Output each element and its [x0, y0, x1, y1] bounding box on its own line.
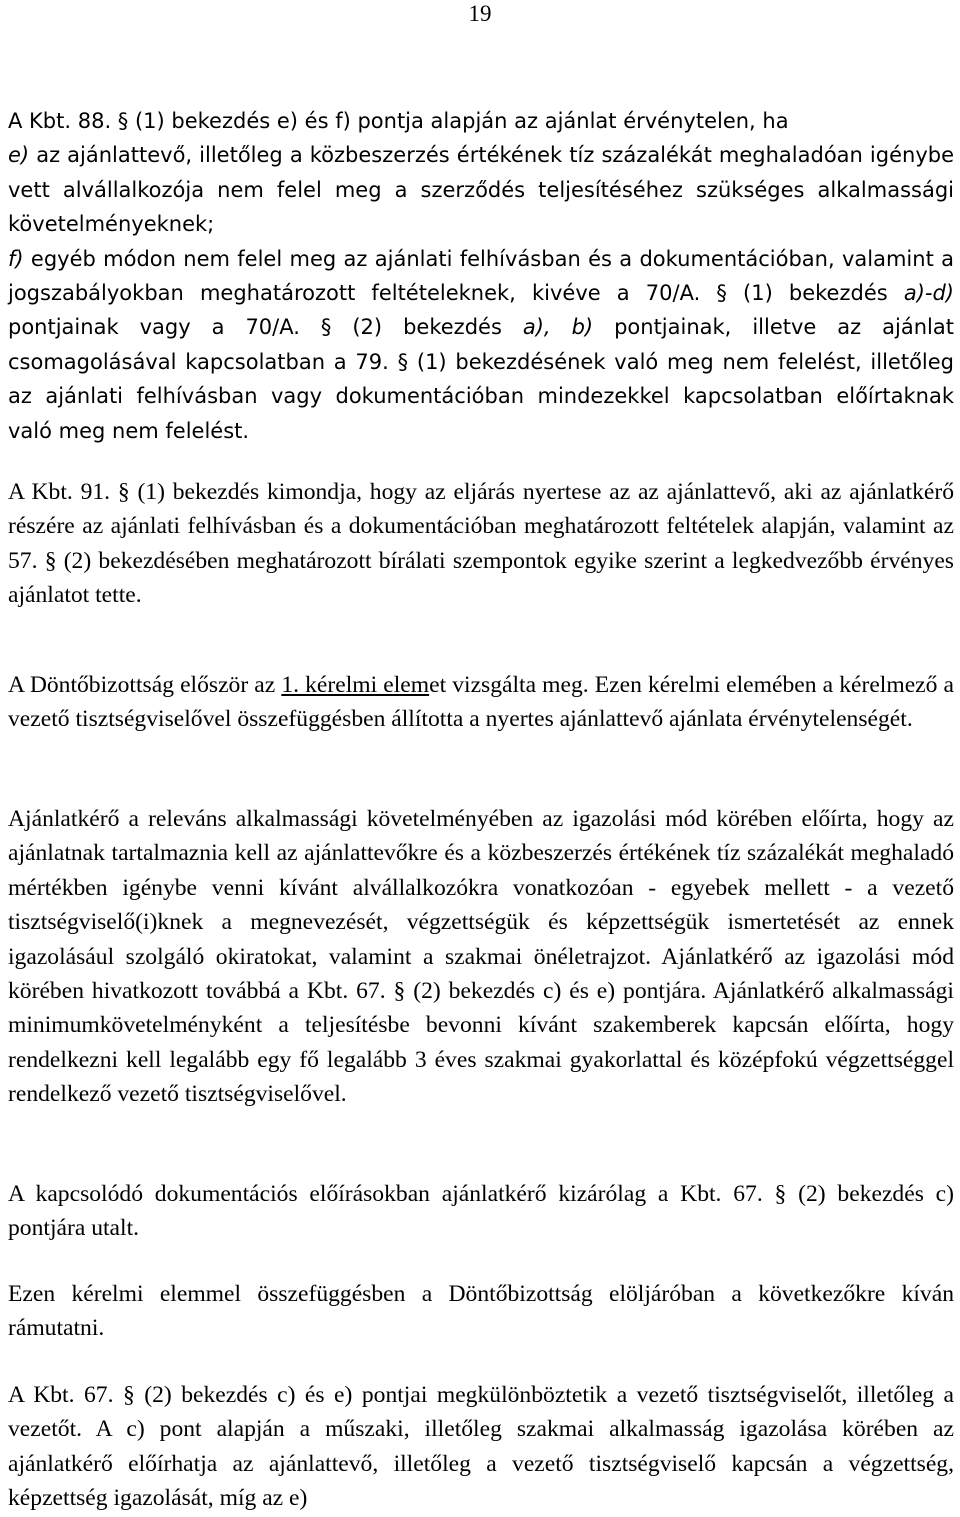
paragraph-kbt-91: A Kbt. 91. § (1) bekezdés kimondja, hogy az eljárás nyertese az az ajánlattevő, aki az ajánlatkérő részére az ajánlati felhívásban és a dokumentációban meghatározott feltételek alapján, valamint az 57. § (2) bekezdésében meghatározott bírálati szempontok egyike szerint a legkedvezőbb érvényes ajánlatot tette.	[8, 479, 954, 609]
item-label-e: e)	[8, 143, 30, 168]
paragraph-text: A Döntőbizottság először az	[8, 672, 282, 698]
italic-ref: a), b)	[522, 315, 594, 340]
paragraph-kbt-67: A Kbt. 67. § (2) bekezdés c) és e) pontjai megkülönböztetik a vezető tisztségviselőt, illetőleg a vezetőt. A c) pont alapján a műszaki, illetőleg szakmai alkalmasság igazolása körében az ajánlatkérő előírhatja az ajánlattevő, illetőleg a vezető tisztségviselő kapcsán a végzettség, képzettség igazolását, míg az e)	[8, 1382, 954, 1512]
item-text-f: egyéb módon nem felel meg az ajánlati felhívásban és a dokumentációban, valamint a jogszabályokban meghatározott feltételeknek, kivéve a 70/A. § (1) bekezdés	[8, 246, 954, 306]
item-text-e: az ajánlattevő, illetőleg a közbeszerzés értékének tíz százalékát meghaladóan igénybe vett alvállalkozója nem felel meg a szerződés teljesítéséhez szükséges alkalmassági követelményeknek;	[8, 143, 954, 237]
paragraph-text: A Kbt. 88. § (1) bekezdés e) és f) pontja alapján az ajánlat érvénytelen, ha	[8, 109, 789, 133]
italic-ref: a)-d)	[903, 281, 954, 306]
underlined-request-element: 1. kérelmi elem	[281, 672, 430, 698]
page-number: 19	[468, 1, 492, 26]
item-text-f: pontjainak, illetve az ajánlat csomagolásával kapcsolatban a 79. § (1) bekezdésének való meg nem felelést, illetőleg az ajánlati felhívásban vagy dokumentációban mindezekkel kapcsolatban előírtaknak való meg nem felelést.	[8, 315, 954, 443]
paragraph-requirements: Ajánlatkérő a releváns alkalmassági követelményében az igazolási mód körében előírta, hogy az ajánlatnak tartalmaznia kell az ajánlattevőkre és a közbeszerzés értékének tíz százalékát meghaladó mértékben igénybe venni kívánt alvállalkozókra vonatkozóan - egyebek mellett - a vezető tisztségviselő(i)knek a megnevezését, végzettségük és képzettségük ismertetését az ennek igazolásául szolgáló okiratokat, valamint a szakmai önéletrajzot. Ajánlatkérő az igazolási mód körében hivatkozott továbbá a Kbt. 67. § (2) bekezdés c) és e) pontjára. Ajánlatkérő alkalmassági minimumkövetelményként a teljesítésbe bevonni kívánt szakemberek kapcsán előírta, hogy rendelkezni kell legalább egy fő legalább 3 éves szakmai gyakorlattal és középfokú végzettséggel rendelkező vezető tisztségviselővel.	[8, 806, 954, 1108]
paragraph-documentation: A kapcsolódó dokumentációs előírásokban ajánlatkérő kizárólag a Kbt. 67. § (2) bekezdés c) pontjára utalt.	[8, 1181, 954, 1242]
paragraph-kbt-88	[8, 104, 954, 448]
paragraph-first-request-element	[8, 668, 954, 737]
paragraph-board-notes: Ezen kérelmi elemmel összefüggésben a Döntőbizottság elöljáróban a következőkre kíván rámutatni.	[8, 1281, 954, 1342]
item-text-f: pontjainak vagy a 70/A. § (2) bekezdés	[8, 315, 523, 340]
paragraph-text: et vizsgálta meg. Ezen kérelmi elemében a kérelmező a vezető tisztségviselővel összefüggésben állította a nyertes ajánlattevő ajánlata érvénytelenségét.	[8, 672, 954, 733]
item-label-f: f)	[8, 246, 24, 271]
